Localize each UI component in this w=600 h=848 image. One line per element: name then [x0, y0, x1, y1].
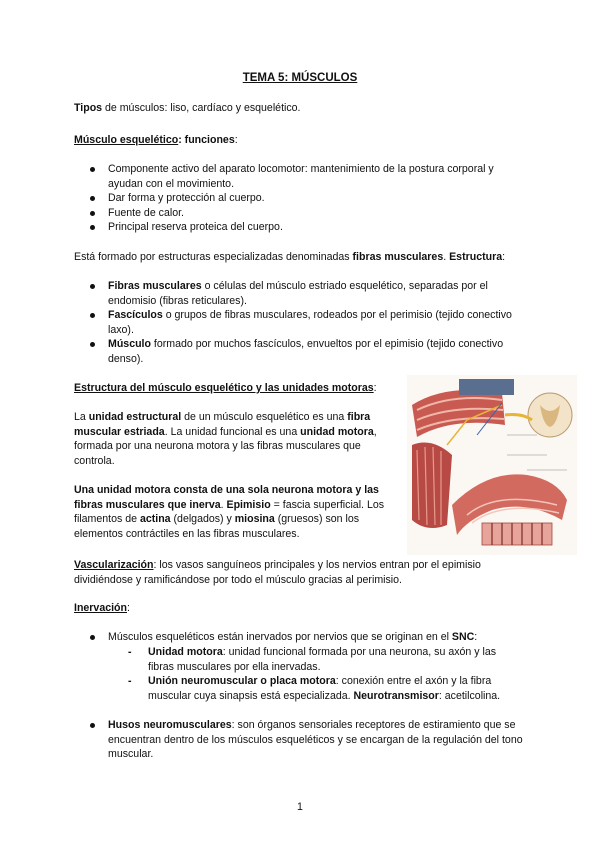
vascularizacion-paragraph [74, 558, 539, 587]
funciones-heading-main: Músculo esquelético [74, 134, 179, 146]
page-title: TEMA 5: MÚSCULOS [242, 72, 358, 84]
spinal-cord [528, 393, 572, 437]
list-item: Principal reserva proteica del cuerpo. [72, 220, 528, 235]
list-item-text: : son órganos sensoriales receptores de estiramiento que se encuentran dentro de los músculos esqueléticos y se encargan de la regulación del tono muscular. [108, 719, 523, 761]
vascularizacion-text: : los vasos sanguíneos principales y los nervios entran por el epimisio dividiéndose y ramificándose por todo el músculo gracias al perimisio. [74, 559, 481, 586]
page-number: 1 [297, 801, 303, 813]
funciones-heading-colon: : [234, 134, 238, 146]
text-run: , formada por una neurona motora y las fibras musculares que controla. [74, 425, 377, 467]
list-item-text: o células del músculo estriado esquelético, separadas por el endomisio (fibras reticulares). [108, 280, 488, 307]
list-item [128, 674, 518, 703]
unidades-paragraph-2 [74, 483, 392, 541]
tipos-text: de músculos: liso, cardíaco y esquelético. [102, 102, 301, 114]
text-run: . La unidad funcional es una [164, 425, 301, 438]
list-item-text: formado por muchos fascículos, envueltos por el epimisio (tejido conectivo denso). [108, 338, 504, 365]
text-run: de un músculo esquelético es una [181, 411, 348, 423]
funciones-heading-sub: : funciones [178, 134, 235, 146]
inervacion-heading [74, 601, 274, 616]
list-item: Fuente de calor. [72, 206, 528, 221]
text-run-bold: unidad motora [300, 425, 374, 438]
text-run: (gruesos) son los elementos contráctiles en las fibras musculares. [74, 513, 360, 540]
unidades-paragraph-1 [74, 410, 392, 468]
list-item-bold: Unión neuromuscular o placa motora [148, 675, 336, 688]
tipos-label: Tipos [74, 102, 103, 114]
inervacion-heading-colon: : [127, 602, 130, 614]
text-run: La [74, 411, 89, 423]
text-run: . [220, 498, 227, 511]
text-run-bold: unidad estructural [88, 411, 182, 423]
muscle-structure-illustration [407, 375, 577, 555]
list-item-text: : conexión entre el axón y la fibra muscular cuya sinapsis está especializada. [148, 675, 492, 702]
tipos-paragraph [74, 101, 534, 116]
list-item-bold: Husos neuromusculares [108, 719, 232, 731]
list-item [128, 645, 518, 674]
funciones-list [72, 162, 528, 235]
unidades-heading-main: Estructura del músculo esquelético y las unidades motoras [74, 382, 374, 394]
unidades-heading-colon: : [373, 382, 377, 394]
list-item-bold: Músculo [108, 338, 151, 351]
list-item [72, 279, 528, 308]
inervacion-heading-main: Inervación [74, 602, 127, 614]
unidades-heading [74, 381, 394, 396]
list-item-bold: Fibras musculares [108, 280, 202, 292]
list-item-colon: : [474, 631, 478, 643]
inervacion-list [72, 630, 532, 645]
estructura-list [72, 279, 528, 367]
text-run-bold: fibra muscular estriada [74, 411, 371, 438]
vascularizacion-label: Vascularización [74, 559, 154, 571]
estructura-intro-bold: fibras musculares [352, 251, 444, 263]
list-item-text: Músculos esqueléticos están inervados por nervios que se originan en el [108, 631, 452, 643]
estructura-intro [74, 250, 544, 265]
text-run: = fascia superficial. Los filamentos de [74, 498, 385, 526]
list-item-text: : unidad funcional formada por una neurona, su axón y las fibras musculares por ella inervadas. [148, 646, 497, 673]
muscle-fascicle [412, 443, 452, 529]
estructura-colon: : [502, 251, 506, 263]
text-run-bold: Epimisio [226, 498, 271, 511]
list-item-bold: Fascículos [108, 309, 163, 322]
list-item [72, 337, 528, 366]
text-run-bold: miosina [234, 513, 275, 526]
list-item-bold: Unidad motora [148, 646, 223, 658]
myofibril [482, 523, 552, 545]
estructura-intro-text: Está formado por estructuras especializadas denominadas [74, 251, 353, 263]
list-item: Componente activo del aparato locomotor: mantenimiento de la postura corporal y ayudan con el movimiento. [72, 162, 528, 191]
illustration-label-box [459, 379, 514, 395]
funciones-heading [74, 133, 534, 148]
list-item-text: o grupos de fibras musculares, rodeados por el perimisio (tejido conectivo laxo). [108, 309, 512, 336]
list-item-text: : acetilcolina. [438, 689, 501, 702]
husos-list [72, 718, 532, 762]
list-item [72, 718, 532, 762]
list-item [72, 308, 528, 337]
text-run: (delgados) y [170, 513, 235, 526]
inervacion-sublist [128, 645, 518, 703]
text-run-bold: Una unidad motora consta de una sola neurona motora y las fibras musculares que inerva [74, 484, 379, 511]
list-item: Dar forma y protección al cuerpo. [72, 191, 528, 206]
list-item-bold: Neurotransmisor [353, 689, 439, 702]
list-item [72, 630, 532, 645]
estructura-intro-sep: . [443, 251, 450, 263]
list-item-bold: SNC [451, 631, 475, 643]
text-run-bold: actina [139, 513, 171, 526]
estructura-label: Estructura [449, 251, 503, 263]
